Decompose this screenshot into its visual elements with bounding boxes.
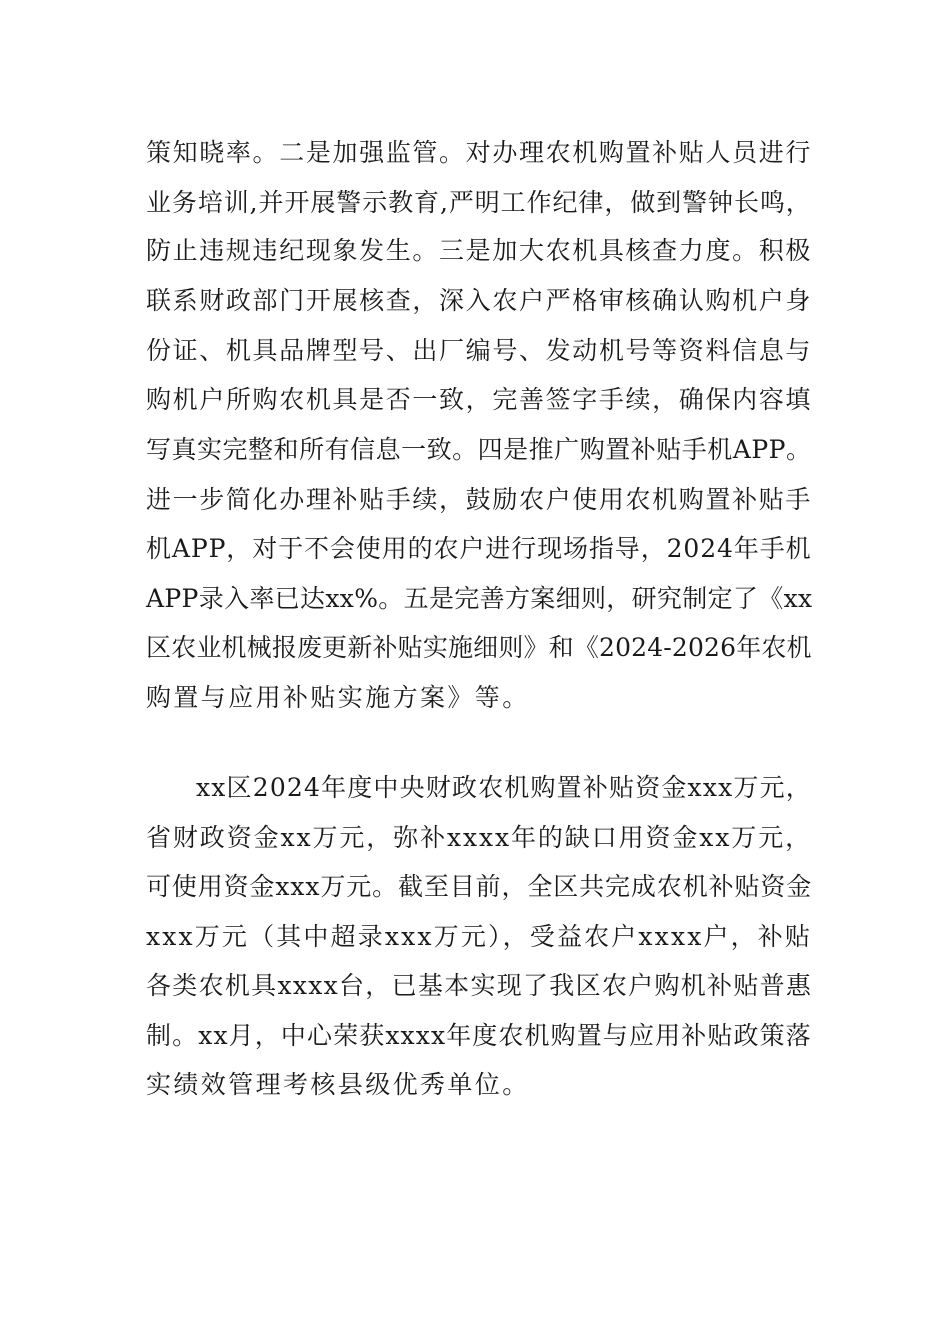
text-line: xx区2024年度中央财政农机购置补贴资金xxx万元， [196,773,812,802]
text-line: 可使用资金xxx万元。截至目前，全区共完成农机补贴资金 [146,872,813,901]
text-line: 实绩效管理考核县级优秀单位。 [146,1070,530,1099]
text-line: 联系财政部门开展核查，深入农户严格审核确认购机户身 [146,286,813,315]
text-line: 策知晓率。二是加强监管。对办理农机购置补贴人员进行 [146,138,813,167]
text-line: 省财政资金xx万元，弥补xxxx年的缺口用资金xx万元， [146,823,812,852]
text-line: APP录入率已达xx%。五是完善方案细则，研究制定了《xx [146,584,813,613]
text-line: 防止违规违纪现象发生。三是加大农机具核查力度。积极 [146,236,813,265]
text-line: 进一步简化办理补贴手续，鼓励农户使用农机购置补贴手 [146,485,813,514]
text-line: 业务培训,并开展警示教育,严明工作纪律，做到警钟长鸣， [146,188,812,217]
text-line: 制。xx月，中心荣获xxxx年度农机购置与应用补贴政策落 [146,1021,812,1050]
text-line: 写真实完整和所有信息一致。四是推广购置补贴手机APP。 [146,435,812,464]
text-line: 区农业机械报废更新补贴实施细则》和《2024-2026年农机 [146,633,812,662]
text-line: 机APP，对于不会使用的农户进行现场指导，2024年手机 [146,534,812,563]
text-line: 购机户所购农机具是否一致，完善签字手续，确保内容填 [146,385,813,414]
text-line: 份证、机具品牌型号、出厂编号、发动机号等资料信息与 [146,336,813,365]
text-line: xxx万元（其中超录xxx万元），受益农户xxxx户，补贴 [146,922,813,951]
text-line: 购置与应用补贴实施方案》等。 [146,683,530,712]
text-line: 各类农机具xxxx台，已基本实现了我区农户购机补贴普惠 [146,971,813,1000]
